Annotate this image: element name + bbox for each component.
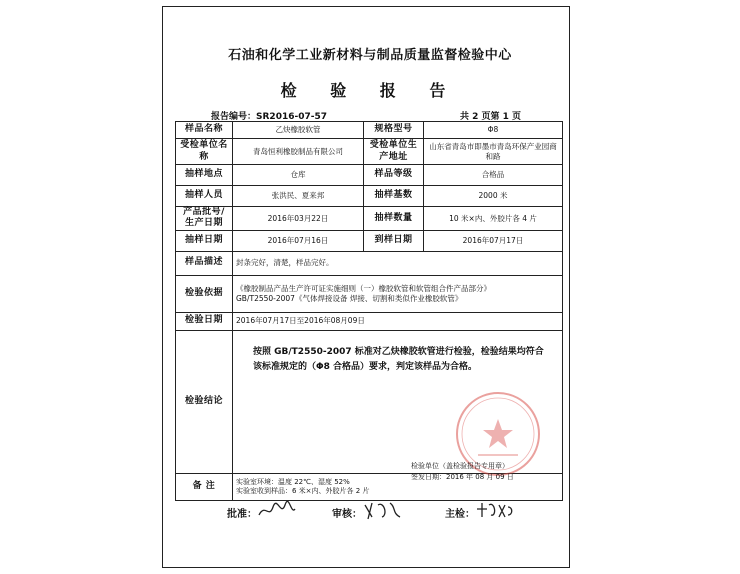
table-row [176, 207, 563, 231]
table-row [176, 251, 563, 275]
issuer-unit: 检验单位（盖检验报告专用章） [411, 461, 509, 470]
sample-grade-label: 样品等级 [364, 165, 424, 186]
sampling-qty-label: 抽样数量 [364, 207, 424, 231]
sampling-date-label: 抽样日期 [176, 230, 233, 251]
arrival-date-value: 2016年07月17日 [424, 230, 563, 251]
sampler-value: 张洪民、夏来邦 [233, 186, 364, 207]
sampling-site-value: 仓库 [233, 165, 364, 186]
basis-line-1: 《橡胶制品产品生产许可证实施细则（一）橡胶软管和软管组合件产品部分》 [236, 284, 491, 294]
issuer-block [411, 461, 514, 483]
approver-signature [227, 505, 257, 520]
approve-label: 批准： [227, 509, 257, 520]
table-row [176, 139, 563, 165]
review-label: 审核： [332, 509, 362, 520]
inspected-unit-value: 青岛恒利橡胶制品有限公司 [233, 139, 364, 165]
reviewer-signature-icon [362, 499, 404, 521]
tester-signature [445, 505, 475, 520]
inspection-date-value: 2016年07月17日至2016年08月09日 [233, 312, 563, 330]
sampling-qty-value: 10 米×内、外胶片各 4 片 [424, 207, 563, 231]
producer-address-value: 山东省青岛市即墨市青岛环保产业园商和路 [424, 139, 563, 165]
table-row [176, 312, 563, 330]
report-table [175, 121, 563, 501]
description-label: 样品描述 [176, 251, 233, 275]
conclusion-text: 按照 GB/T2550-2007 标准对乙炔橡胶软管进行检验，检验结果均符合该标准规定的（Φ8 合格品）要求，判定该样品为合格。 [253, 346, 544, 372]
table-row [176, 330, 563, 473]
sample-name-value: 乙炔橡胶软管 [233, 122, 364, 139]
remark-line-2: 实验室收到样品：6 米×内、外胶片各 2 片 [236, 486, 370, 495]
batch-date-label: 产品批号/生产日期 [176, 207, 233, 231]
arrival-date-label: 到样日期 [364, 230, 424, 251]
table-row [176, 122, 563, 139]
inspected-unit-label: 受检单位名称 [176, 139, 233, 165]
table-row [176, 275, 563, 312]
description-value: 封条完好，清楚，样品完好。 [233, 251, 563, 275]
basis-line-2: GB/T2550-2007《气体焊接设备 焊接、切割和类似作业橡胶软管》 [236, 293, 463, 303]
reviewer-signature [332, 505, 362, 520]
table-row [176, 230, 563, 251]
spec-label: 规格型号 [364, 122, 424, 139]
organization-name: 石油和化学工业新材料与制品质量监督检验中心 [228, 48, 512, 63]
report-number-label: 报告编号： [211, 112, 257, 122]
conclusion-label: 检验结论 [176, 330, 233, 473]
remark-line-1: 实验室环境：温度 22℃、湿度 52% [236, 477, 350, 486]
report-title: 检 验 报 告 [280, 81, 460, 100]
basis-label: 检验依据 [176, 275, 233, 312]
conclusion-cell [233, 330, 563, 481]
remark-label: 备 注 [176, 473, 233, 500]
sample-grade-value: 合格品 [424, 165, 563, 186]
sample-name-label: 样品名称 [176, 122, 233, 139]
page-info: 共 2 页第 1 页 [460, 112, 522, 122]
sampling-base-label: 抽样基数 [364, 186, 424, 207]
sampling-date-value: 2016年07月16日 [233, 230, 364, 251]
test-label: 主检： [445, 509, 475, 520]
report-number-value: SR2016-07-57 [256, 112, 327, 122]
issue-date: 签发日期：2016 年 08 月 09 日 [411, 472, 514, 481]
basis-value [233, 275, 563, 312]
table-row [176, 165, 563, 186]
table-row [176, 186, 563, 207]
tester-signature-icon [475, 499, 515, 521]
approver-signature-icon [257, 499, 297, 521]
spec-value: Φ8 [424, 122, 563, 139]
sampler-label: 抽样人员 [176, 186, 233, 207]
inspection-date-label: 检验日期 [176, 312, 233, 330]
sampling-base-value: 2000 米 [424, 186, 563, 207]
sampling-site-label: 抽样地点 [176, 165, 233, 186]
producer-address-label: 受检单位生产地址 [364, 139, 424, 165]
batch-date-value: 2016年03月22日 [233, 207, 364, 231]
